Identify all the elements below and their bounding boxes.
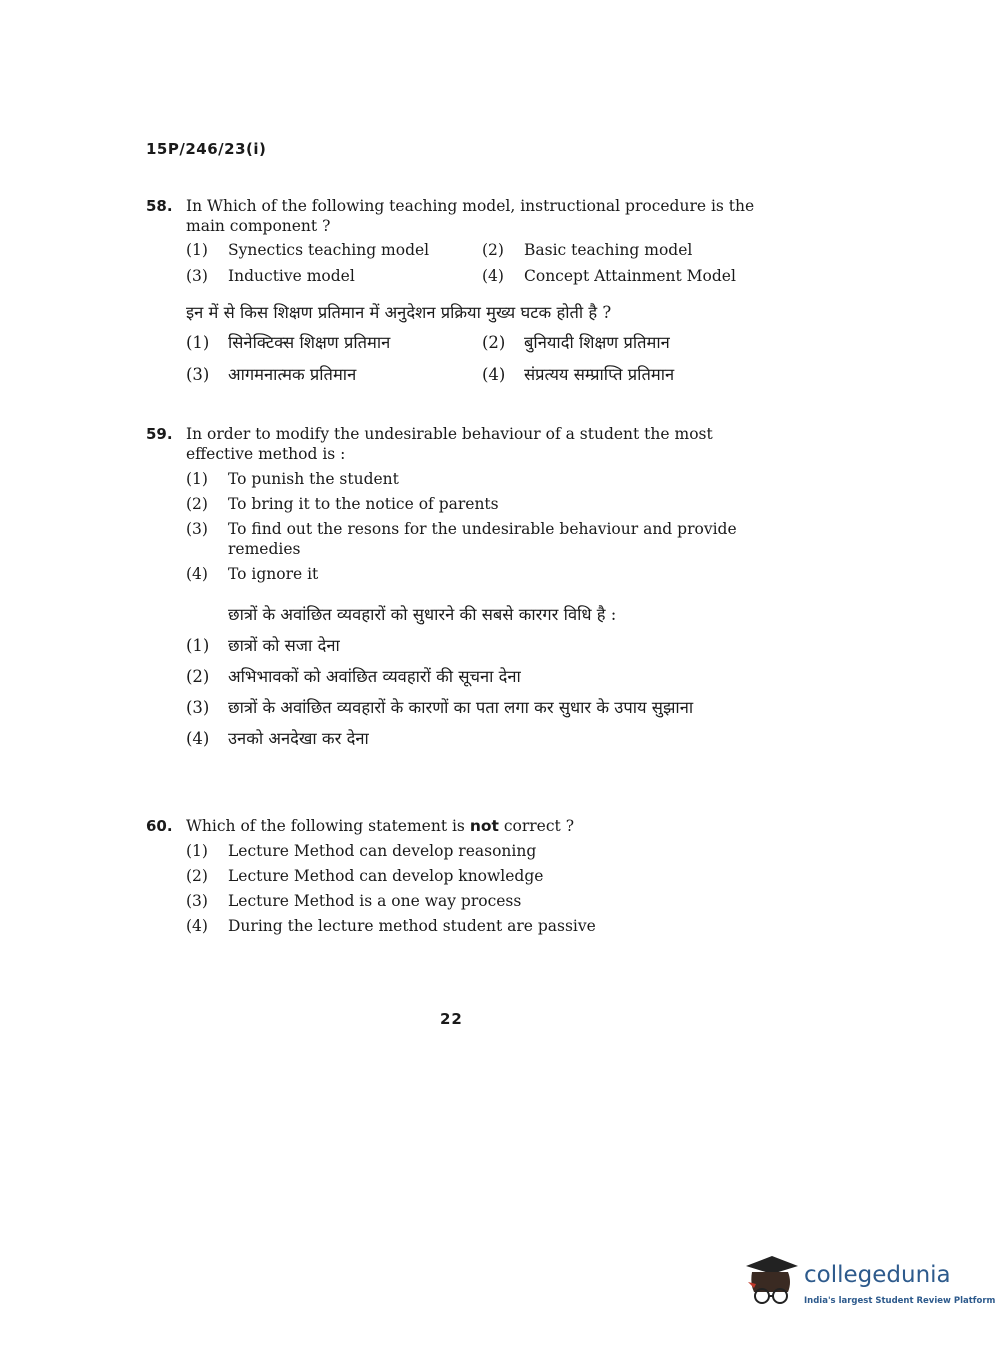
option-4-hindi: (4) उनको अनदेखा कर देना [186, 729, 369, 748]
question-59 [146, 424, 776, 750]
option-1: (1) To punish the student [186, 470, 399, 488]
option-row-hindi [186, 364, 776, 396]
question-text-hindi: इन में से किस शिक्षण प्रतिमान में अनुदेशन प्रक्रिया मुख्य घटक होती है ? [186, 303, 612, 322]
logo-tagline: India's largest Student Review Platform [804, 1296, 996, 1306]
option-list-hindi [146, 635, 776, 750]
option-3: (3) To find out the resons for the undesirable behaviour and provide remedies [186, 520, 737, 558]
option-1-hindi: (1) सिनेक्टिक्स शिक्षण प्रतिमान [186, 333, 391, 352]
option-4: (4) During the lecture method student are passive [186, 917, 596, 935]
question-text: In Which of the following teaching model, instructional procedure is the main component ? [186, 197, 755, 235]
option-4: (4) Concept Attainment Model [482, 267, 736, 285]
option-2: (2) Basic teaching model [482, 241, 693, 259]
option-1: (1) Lecture Method can develop reasoning [186, 842, 537, 860]
option-4: (4) To ignore it [186, 565, 319, 583]
option-2: (2) To bring it to the notice of parents [186, 495, 499, 513]
paper-code: 15P/246/23(i) [146, 140, 267, 158]
graduate-mascot-icon [742, 1252, 800, 1312]
question-60 [146, 816, 776, 936]
option-row [186, 240, 776, 266]
question-number: 60. [146, 817, 173, 835]
question-number: 58. [146, 197, 173, 215]
option-3: (3) Inductive model [186, 267, 355, 285]
question-number: 59. [146, 425, 173, 443]
question-text: Which of the following statement is not correct ? [186, 817, 574, 835]
option-row [186, 266, 776, 292]
option-3-hindi: (3) आगमनात्मक प्रतिमान [186, 365, 357, 384]
page-number: 22 [440, 1010, 463, 1028]
option-1: (1) Synectics teaching model [186, 241, 430, 259]
option-3-hindi: (3) छात्रों के अवांछित व्यवहारों के कारणों का पता लगा कर सुधार के उपाय सुझाना [186, 698, 694, 717]
option-2: (2) Lecture Method can develop knowledge [186, 867, 544, 885]
option-4-hindi: (4) संप्रत्यय सम्प्राप्ति प्रतिमान [482, 365, 675, 384]
option-row-hindi [186, 332, 776, 364]
collegedunia-logo [742, 1252, 996, 1312]
option-list [146, 841, 776, 936]
option-2-hindi: (2) अभिभावकों को अवांछित व्यवहारों की सूचना देना [186, 667, 521, 686]
emphasis-not: not [469, 817, 499, 835]
question-58 [146, 196, 776, 396]
option-list [146, 469, 776, 584]
option-3: (3) Lecture Method is a one way process [186, 892, 522, 910]
question-text: In order to modify the undesirable behaviour of a student the most effective method is : [186, 425, 713, 463]
option-2-hindi: (2) बुनियादी शिक्षण प्रतिमान [482, 333, 670, 352]
logo-name: collegedunia [804, 1262, 951, 1288]
question-text-hindi: छात्रों के अवांछित व्यवहारों को सुधारने की सबसे कारगर विधि है : [228, 605, 617, 624]
option-1-hindi: (1) छात्रों को सजा देना [186, 636, 340, 655]
